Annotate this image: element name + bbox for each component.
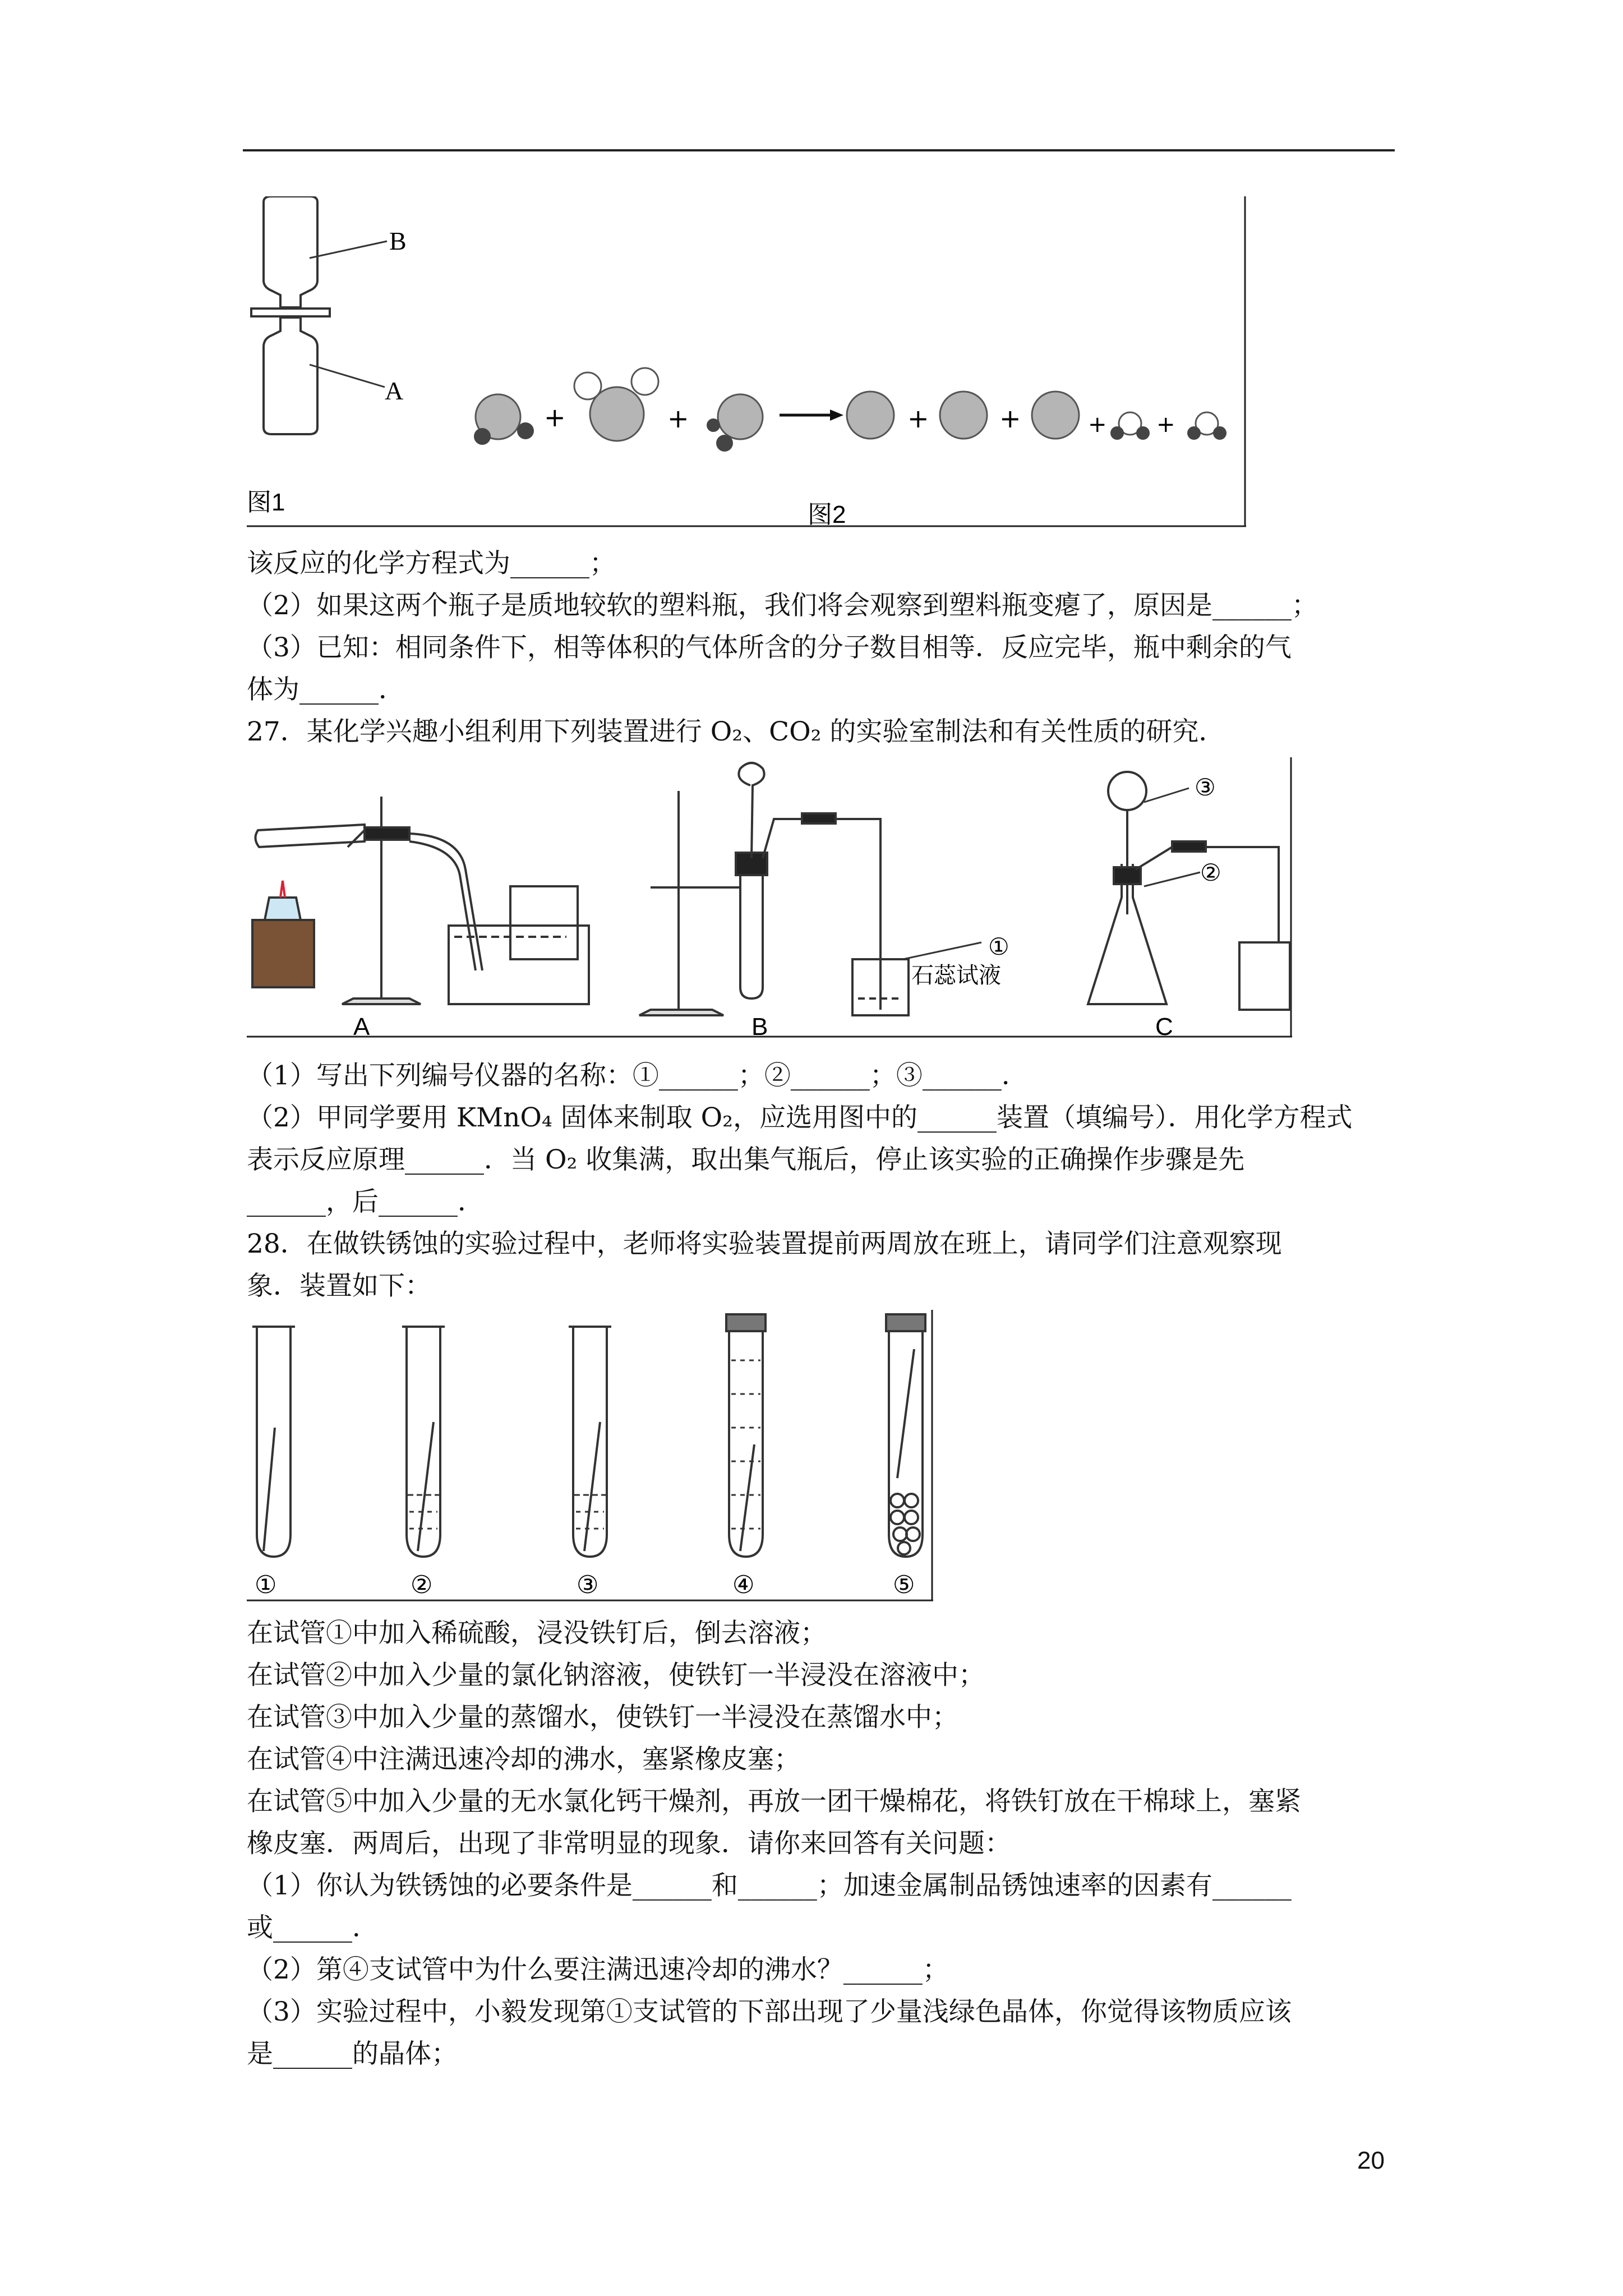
product-molecule [1032,392,1079,439]
product-molecule [847,392,894,439]
plus-sign: + [1156,412,1175,438]
label-2: ② [1200,859,1221,886]
apparatus-label-a: A [353,1013,370,1038]
tube-label: ④ [732,1571,755,1599]
label-1: ① [988,933,1009,960]
bottle-b [264,196,317,307]
tube-label: ① [255,1571,277,1599]
molecule-o2-h2 [574,368,658,441]
text-line: 或______． [247,1912,379,1943]
tube-label: ⑤ [893,1571,915,1599]
text-line: 27．某化学兴趣小组利用下列装置进行 O₂、CO₂ 的实验室制法和有关性质的研究． [247,716,1225,747]
figure1-caption: 图1 [247,489,285,516]
molecule-water-2 [1187,412,1227,440]
molecule-co-1 [474,394,534,445]
text-line: （3）实验过程中，小毅发现第①支试管的下部出现了少量浅绿色晶体，你觉得该物质应该 [247,1996,1292,2027]
text-line: 在试管⑤中加入少量的无水氯化钙干燥剂，再放一团干燥棉花，将铁钉放在干棉球上，塞紧 [247,1786,1301,1817]
test-tube-1 [252,1327,295,1557]
plus-sign: + [1088,412,1107,438]
text-line: （2）第④支试管中为什么要注满迅速冷却的沸水？______； [247,1954,949,1985]
text-line: （2）如果这两个瓶子是质地较软的塑料瓶，我们将会观察到塑料瓶变瘪了，原因是______； [247,590,1318,621]
label-b: B [389,227,407,255]
apparatus-label-b: B [751,1013,768,1038]
label-3: ③ [1195,774,1216,801]
label-litmus: 石蕊试液 [911,963,1001,988]
molecule-co-2 [707,394,763,452]
plus-sign: + [907,403,929,434]
bottle-a [264,318,317,434]
text-line: ______，后______． [247,1186,484,1217]
page-number: 20 [1357,2147,1385,2174]
apparatus-c [1088,772,1290,1010]
molecule-water-1 [1110,412,1150,440]
text-line: 28．在做铁锈蚀的实验过程中，老师将实验装置提前两周放在班上，请同学们注意观察现 [247,1228,1282,1259]
test-tube-5 [886,1314,925,1557]
text-line: 体为______． [247,674,405,705]
apparatus-label-c: C [1155,1013,1173,1038]
text-line: 在试管③中加入少量的蒸馏水，使铁钉一半浸没在蒸馏水中； [247,1702,958,1733]
header-rule [243,149,1395,151]
text-line: （2）甲同学要用 KMnO₄ 固体来制取 O₂，应选用图中的______装置（填编号）．用化学方程式 [247,1102,1353,1133]
figure-test-tubes [247,1310,937,1602]
text-line: 该反应的化学方程式为______； [247,548,616,579]
test-tube-3 [569,1327,611,1557]
text-line: （1）写出下列编号仪器的名称：①______；②______；③______． [247,1060,1028,1091]
label-a: A [385,376,404,405]
glass-plate [251,309,330,316]
reaction-arrow [780,409,843,421]
plus-sign: + [999,403,1021,434]
apparatus-a [252,797,589,1004]
plus-sign: + [544,402,566,432]
text-line: 在试管④中注满迅速冷却的沸水，塞紧橡皮塞； [247,1744,800,1775]
plus-sign: + [667,403,689,434]
product-molecule [940,392,987,439]
text-line: （3）已知：相同条件下，相等体积的气体所含的分子数目相等．反应完毕，瓶中剩余的气 [247,632,1292,663]
tube-label: ② [411,1571,433,1599]
text-line: 在试管②中加入少量的氯化钠溶液，使铁钉一半浸没在溶液中； [247,1660,985,1691]
text-line: 是______的晶体； [247,2039,458,2069]
test-tube-4 [726,1314,766,1557]
text-line: 橡皮塞．两周后，出现了非常明显的现象．请你来回答有关问题： [247,1828,1011,1859]
text-line: 在试管①中加入稀硫酸，浸没铁钉后，倒去溶液； [247,1618,827,1649]
figure-apparatus [247,757,1295,1038]
figure-bottles-and-molecules [247,196,1251,533]
text-line: （1）你认为铁锈蚀的必要条件是______和______；加速金属制品锈蚀速率的因素有______ [247,1870,1292,1901]
test-tube-2 [402,1327,445,1557]
tube-label: ③ [577,1571,599,1599]
text-line: 象．装置如下： [247,1271,431,1301]
text-line: 表示反应原理______．当 O₂ 收集满，取出集气瓶后，停止该实验的正确操作步骤是先 [247,1144,1245,1175]
figure2-caption: 图2 [808,501,846,528]
